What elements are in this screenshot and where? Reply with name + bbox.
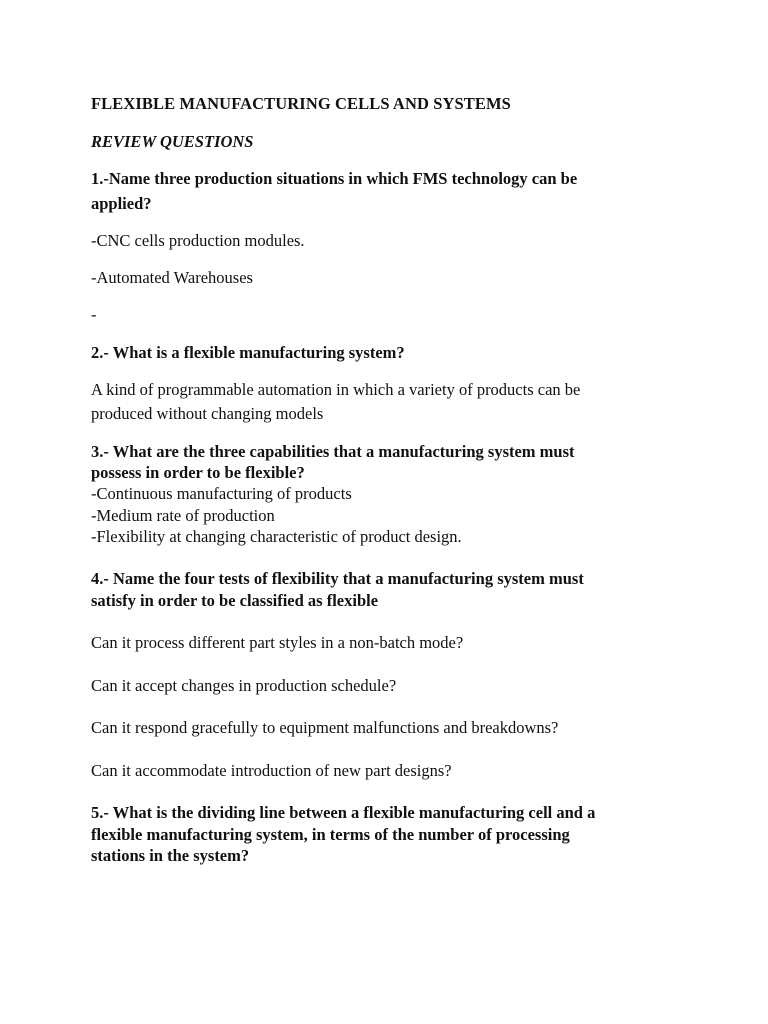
question-4-line-1: 4.- Name the four tests of flexibility that a manufacturing system must <box>91 569 584 588</box>
answer-4-item: Can it accommodate introduction of new part designs? <box>91 761 452 780</box>
answer-4-item: Can it process different part styles in a non-batch mode? <box>91 633 464 652</box>
answer-4-item: Can it accept changes in production schedule? <box>91 676 397 695</box>
answer-3-item: -Medium rate of production <box>91 506 275 525</box>
question-5-line-2: flexible manufacturing system, in terms of the number of processing <box>91 825 570 844</box>
answer-1-item: -Automated Warehouses <box>91 268 253 287</box>
question-5-line-3: stations in the system? <box>91 846 250 865</box>
answer-1-item: - <box>91 305 97 324</box>
question-3-line-2: possess in order to be flexible? <box>91 463 305 482</box>
document-subtitle: REVIEW QUESTIONS <box>91 132 254 151</box>
answer-3-item: -Flexibility at changing characteristic of product design. <box>91 527 462 546</box>
answer-4-item: Can it respond gracefully to equipment malfunctions and breakdowns? <box>91 718 559 737</box>
question-2: 2.- What is a flexible manufacturing system? <box>91 343 405 362</box>
question-1-line-1: 1.-Name three production situations in which FMS technology can be <box>91 169 578 188</box>
answer-2-line-1: A kind of programmable automation in which a variety of products can be <box>91 380 581 399</box>
document-title: FLEXIBLE MANUFACTURING CELLS AND SYSTEMS <box>91 94 511 113</box>
answer-3-item: -Continuous manufacturing of products <box>91 484 352 503</box>
answer-1-item: -CNC cells production modules. <box>91 231 305 250</box>
question-1-line-2: applied? <box>91 194 152 213</box>
question-5-line-1: 5.- What is the dividing line between a flexible manufacturing cell and a <box>91 803 596 822</box>
question-4-line-2: satisfy in order to be classified as flexible <box>91 591 379 610</box>
question-3-line-1: 3.- What are the three capabilities that a manufacturing system must <box>91 442 575 461</box>
answer-2-line-2: produced without changing models <box>91 404 324 423</box>
